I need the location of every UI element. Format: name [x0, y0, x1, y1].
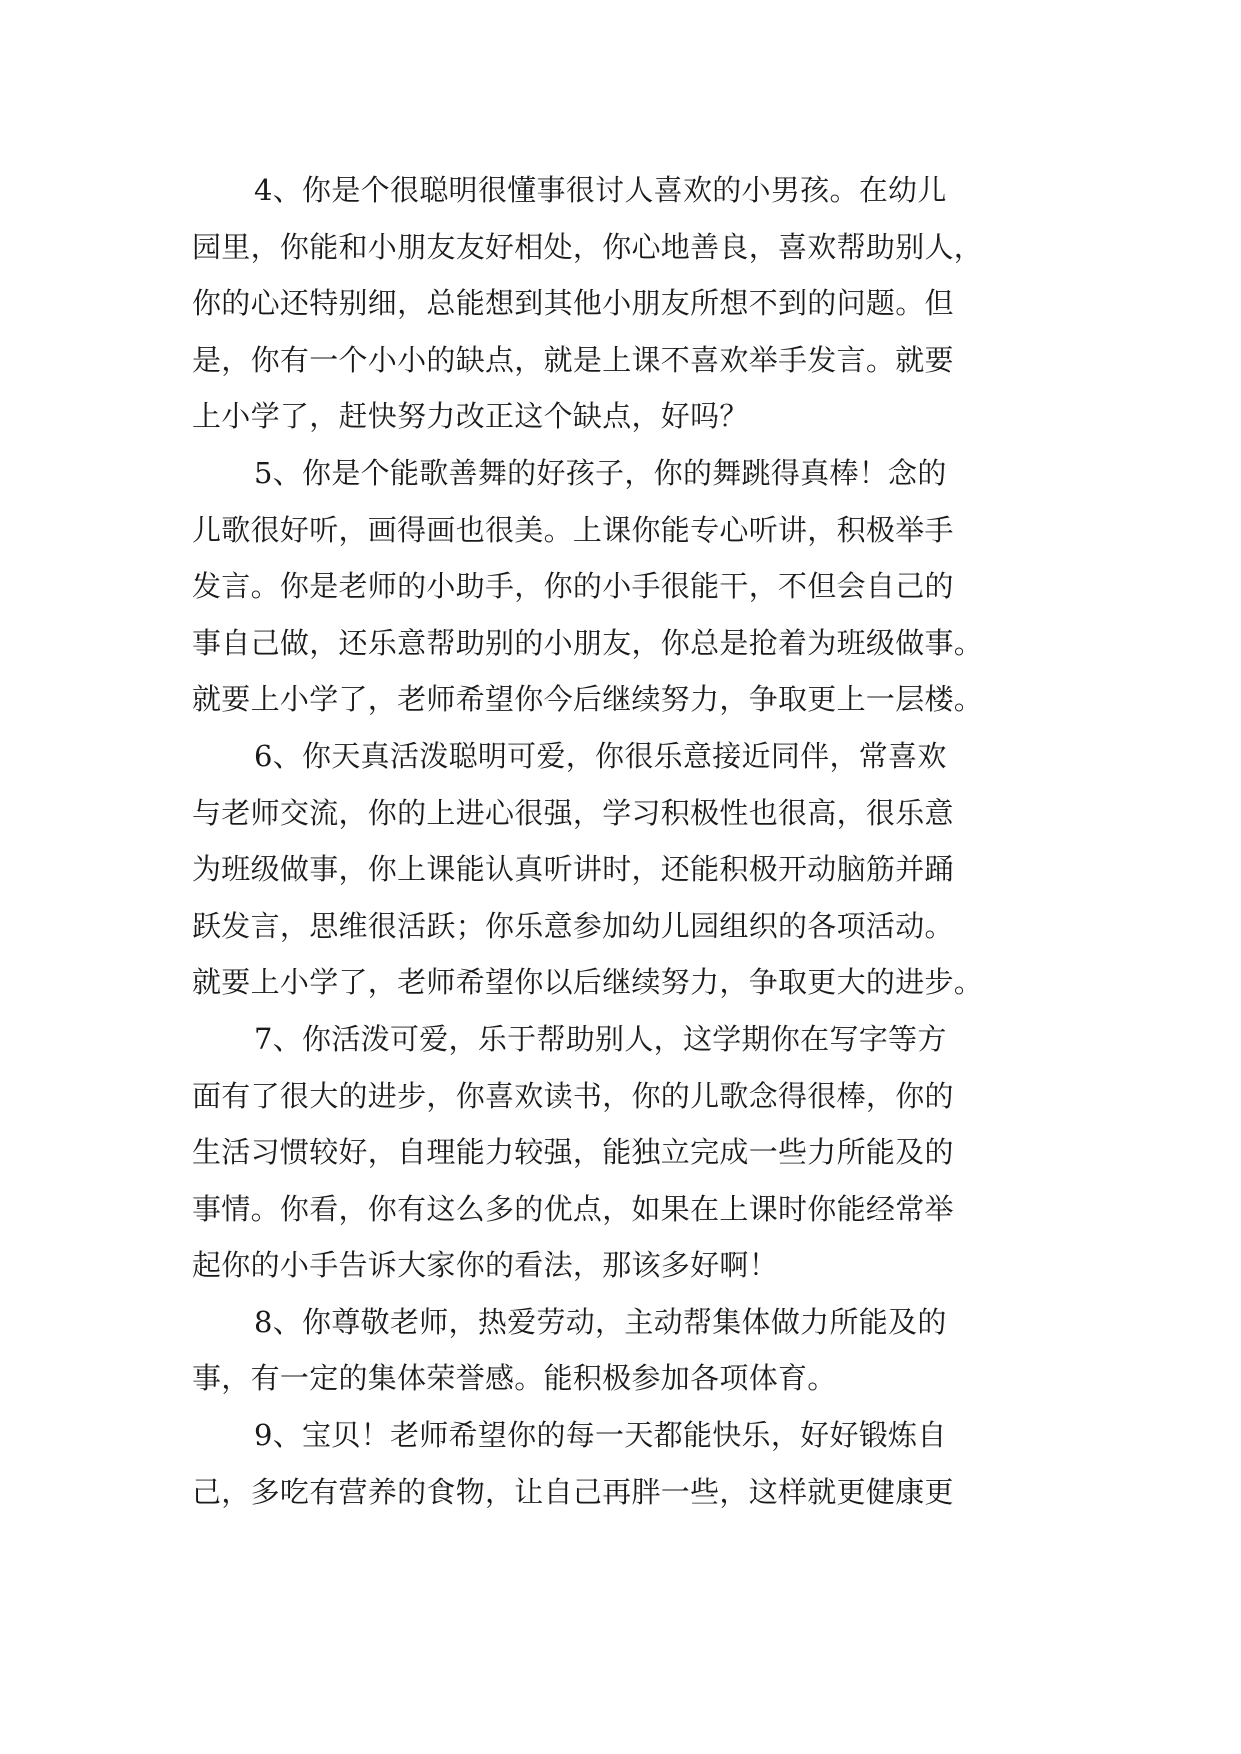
paragraph-line: 上小学了，赶快努力改正这个缺点，好吗？ — [192, 399, 749, 434]
document-body — [192, 162, 1054, 1520]
paragraph-line: 就要上小学了，老师希望你以后继续努力，争取更大的进步。 — [192, 965, 984, 1000]
paragraph-6 — [192, 728, 1054, 1011]
paragraph-line: 园里，你能和小朋友友好相处，你心地善良，喜欢帮助别人， — [192, 229, 984, 264]
paragraph-line: 事，有一定的集体荣誉感。能积极参加各项体育。 — [192, 1361, 837, 1396]
paragraph-line: 7、你活泼可爱，乐于帮助别人，这学期你在写字等方 — [254, 1021, 947, 1056]
paragraph-line: 是，你有一个小小的缺点，就是上课不喜欢举手发言。就要 — [192, 342, 954, 377]
paragraph-line: 6、你天真活泼聪明可爱，你很乐意接近同伴，常喜欢 — [254, 738, 947, 773]
paragraph-4 — [192, 162, 1054, 445]
paragraph-line: 发言。你是老师的小助手，你的小手很能干，不但会自己的 — [192, 569, 954, 604]
paragraph-line: 儿歌很好听，画得画也很美。上课你能专心听讲，积极举手 — [192, 512, 954, 547]
paragraph-9 — [192, 1407, 1054, 1520]
paragraph-line: 事情。你看，你有这么多的优点，如果在上课时你能经常举 — [192, 1191, 954, 1226]
paragraph-line: 4、你是个很聪明很懂事很讨人喜欢的小男孩。在幼儿 — [254, 173, 947, 207]
paragraph-line: 己，多吃有营养的食物，让自己再胖一些，这样就更健康更 — [192, 1474, 954, 1509]
paragraph-line: 5、你是个能歌善舞的好孩子，你的舞跳得真棒！念的 — [254, 455, 947, 490]
paragraph-line: 8、你尊敬老师，热爱劳动，主动帮集体做力所能及的 — [254, 1304, 947, 1339]
paragraph-line: 与老师交流，你的上进心很强，学习积极性也很高，很乐意 — [192, 795, 954, 830]
paragraph-line: 9、宝贝！老师希望你的每一天都能快乐，好好锻炼自 — [254, 1418, 947, 1453]
paragraph-line: 你的心还特别细，总能想到其他小朋友所想不到的问题。但 — [192, 286, 954, 321]
paragraph-line: 生活习惯较好，自理能力较强，能独立完成一些力所能及的 — [192, 1135, 954, 1170]
paragraph-5 — [192, 445, 1054, 728]
paragraph-line: 事自己做，还乐意帮助别的小朋友，你总是抢着为班级做事。 — [192, 625, 984, 660]
paragraph-8 — [192, 1294, 1054, 1407]
paragraph-line: 就要上小学了，老师希望你今后继续努力，争取更上一层楼。 — [192, 682, 984, 717]
paragraph-7 — [192, 1011, 1054, 1294]
paragraph-line: 跃发言，思维很活跃；你乐意参加幼儿园组织的各项活动。 — [192, 908, 954, 943]
paragraph-line: 为班级做事，你上课能认真听讲时，还能积极开动脑筋并踊 — [192, 852, 954, 887]
paragraph-line: 起你的小手告诉大家你的看法，那该多好啊！ — [192, 1248, 779, 1283]
paragraph-line: 面有了很大的进步，你喜欢读书，你的儿歌念得很棒，你的 — [192, 1078, 954, 1113]
